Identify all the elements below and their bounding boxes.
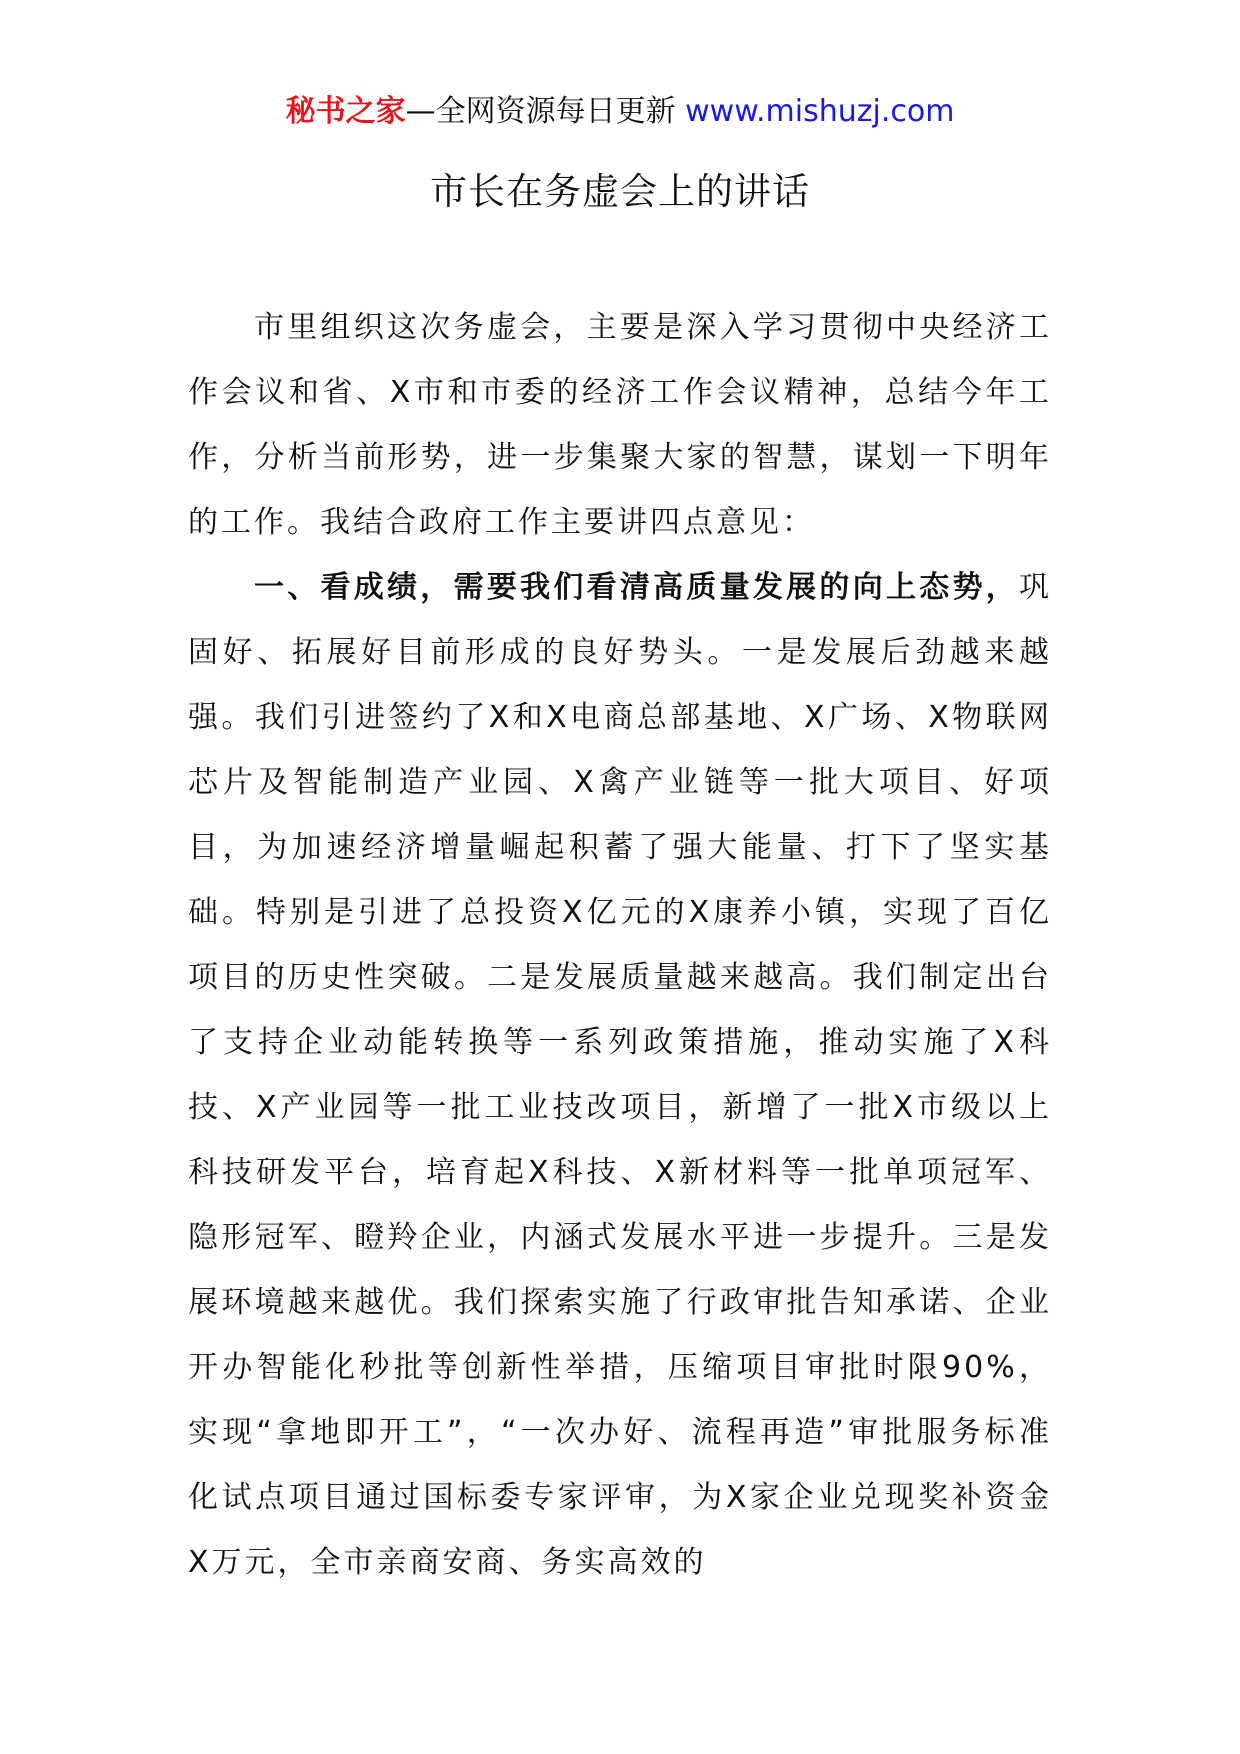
document-body (188, 295, 1052, 1595)
section-heading: 一、看成绩，需要我们看清高质量发展的向上态势， (254, 570, 1019, 605)
paragraph-text: 市里组织这次务虚会，主要是深入学习贯彻中央经济工作会议和省、X市和市委的经济工作会议精神，总结今年工作，分析当前形势，进一步集聚大家的智慧，谋划一下明年的工作。我结合政府工作主要讲四点意见： (188, 310, 1052, 540)
document-title: 市长在务虚会上的讲话 (430, 170, 810, 213)
paragraph-text: 巩固好、拓展好目前形成的良好势头。一是发展后劲越来越强。我们引进签约了X和X电商总部基地、X广场、X物联网芯片及智能制造产业园、X禽产业链等一批大项目、好项目，为加速经济增量崛起积蓄了强大能量、打下了坚实基础。特别是引进了总投资X亿元的X康养小镇，实现了百亿项目的历史性突破。二是发展质量越来越高。我们制定出台了支持企业动能转换等一系列政策措施，推动实施了X科技、X产业园等一批工业技改项目，新增了一批X市级以上科技研发平台，培育起X科技、X新材料等一批单项冠军、隐形冠军、瞪羚企业，内涵式发展水平进一步提升。三是发展环境越来越优。我们探索实施了行政审批告知承诺、企业开办智能化秒批等创新性举措，压缩项目审批时限90%，实现“拿地即开工”，“一次办好、流程再造”审批服务标准化试点项目通过国标委专家评审，为X家企业兑现奖补资金X万元，全市亲商安商、务实高效的 (188, 570, 1052, 1580)
paragraph-intro (188, 295, 1052, 555)
site-banner (0, 92, 1240, 132)
banner-slogan: —全网资源每日更新 (405, 94, 676, 129)
paragraph-section-one (188, 555, 1052, 1595)
website-url: www.mishuzj.com (685, 94, 955, 129)
brand-name: 秘书之家 (285, 94, 406, 129)
